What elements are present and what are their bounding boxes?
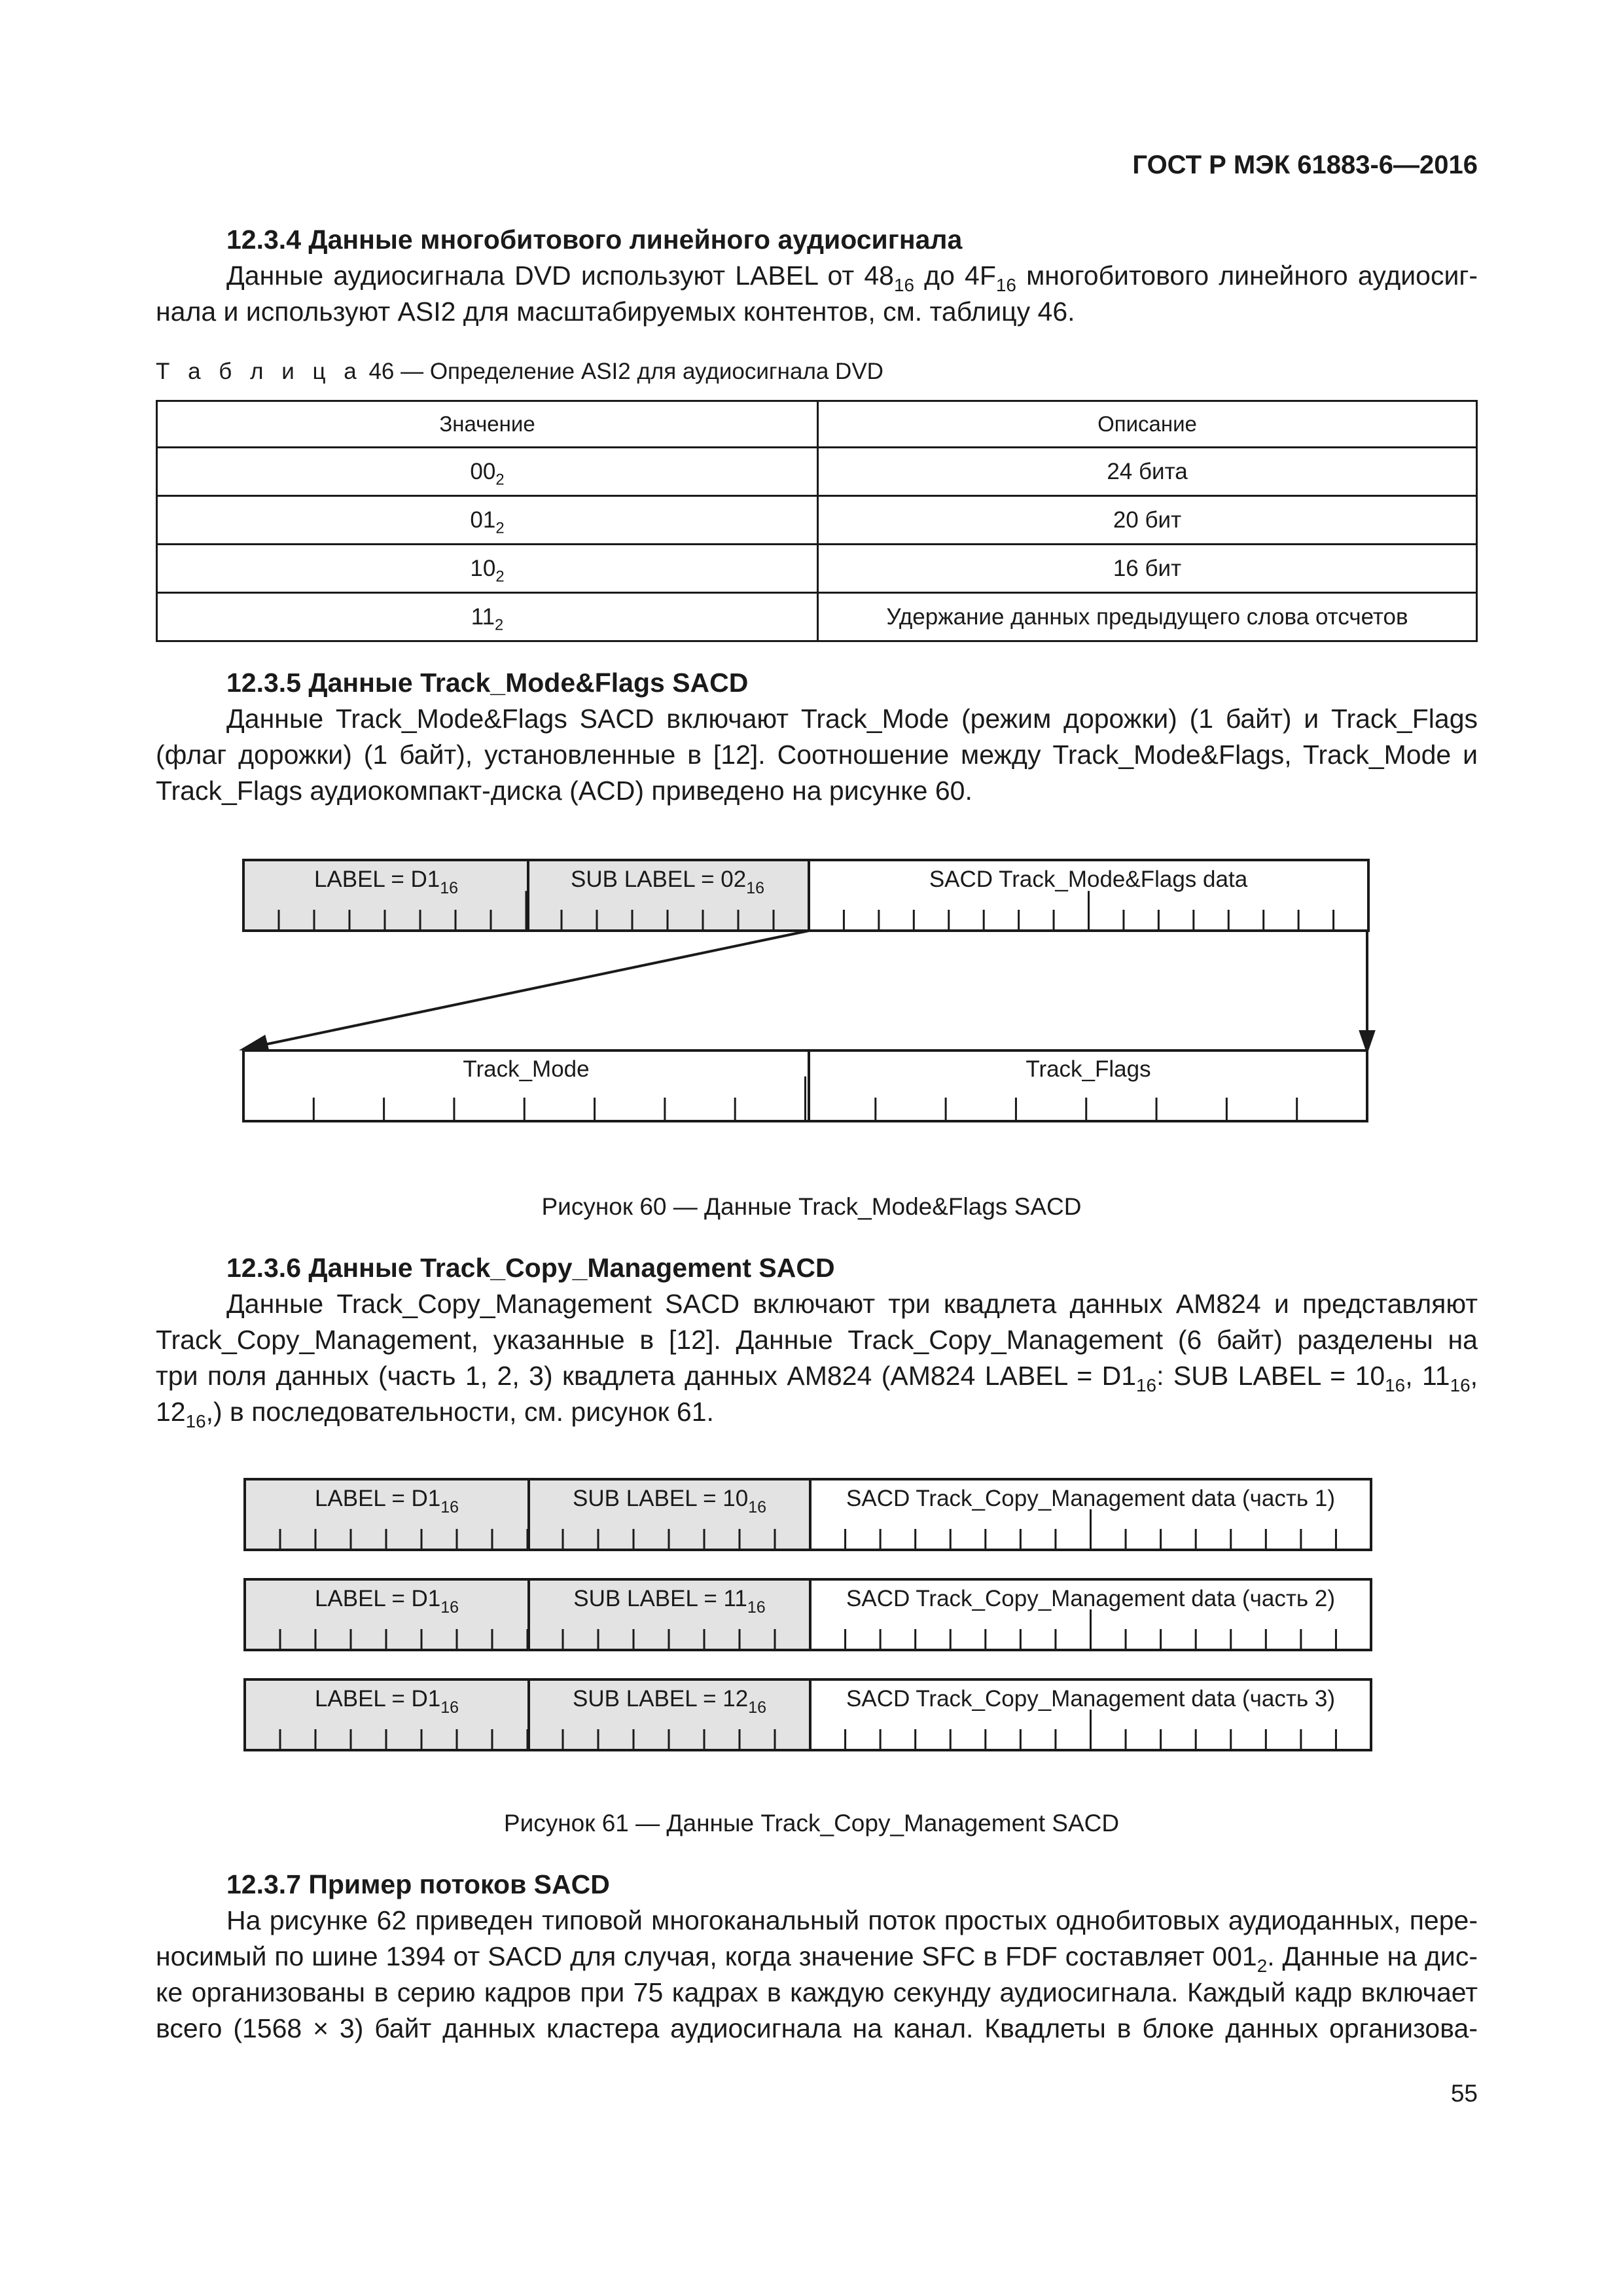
section-heading-12-3-4: 12.3.4 Данные многобитового линейного аудиосигнала bbox=[226, 224, 963, 255]
figure-60-caption: Рисунок 60 — Данные Track_Mode&Flags SACD bbox=[541, 1193, 1082, 1220]
figure-61-caption: Рисунок 61 — Данные Track_Copy_Management SACD bbox=[503, 1810, 1120, 1837]
paragraph-line: Данные аудиосигнала DVD используют LABEL от $48_{16}$ до $4F_{16}$ многобитового линейного аудиосиг- bbox=[226, 260, 1478, 295]
quadlet-row bbox=[245, 1579, 1371, 1650]
table-caption: Т а б л и ц а 46 — Определение ASI2 для аудиосигнала DVD bbox=[156, 359, 883, 384]
label-field-text: LABEL = $D1_{16}$ bbox=[314, 1486, 459, 1516]
section-heading-12-3-5: 12.3.5 Данные Track_Mode&Flags SACD bbox=[226, 668, 749, 698]
sublabel-field-text: SUB LABEL = $10_{16}$ bbox=[573, 1486, 766, 1516]
paragraph-line: ке организованы в серию кадров при 75 кадрах в каждую секунду аудиосигнала. Каждый кадр включает bbox=[156, 1977, 1478, 2007]
paragraph-line: нала и используют ASI2 для масштабируемых контентов, см. таблицу 46. bbox=[156, 296, 1075, 327]
paragraph-12-3-6 bbox=[156, 1286, 1478, 1430]
data-field-text: SACD Track_Mode&Flags data bbox=[929, 867, 1248, 892]
document-standard-header: ГОСТ Р МЭК 61883-6—2016 bbox=[1132, 151, 1478, 179]
cell-value: $10_2$ bbox=[157, 545, 818, 593]
quadlet-row bbox=[245, 1479, 1371, 1550]
track-mode-text: Track_Mode bbox=[463, 1056, 590, 1082]
data-field-text: SACD Track_Copy_Management data (часть 3) bbox=[846, 1686, 1335, 1712]
page-number: 55 bbox=[1450, 2080, 1478, 2107]
data-field-text: SACD Track_Copy_Management data (часть 2) bbox=[846, 1586, 1335, 1611]
sublabel-field-text: SUB LABEL = $02_{16}$ bbox=[571, 867, 764, 897]
paragraph-line: три поля данных (часть 1, 2, 3) квадлета данных AM824 (AM824 LABEL = $D1_{16}$: SUB LABEL = $10_{16}$, $11_{16}$, bbox=[156, 1361, 1478, 1395]
cell-description: 16 бит bbox=[818, 545, 1477, 593]
label-field-text: LABEL = $D1_{16}$ bbox=[314, 1686, 459, 1717]
quadlet-row bbox=[245, 1679, 1371, 1750]
sublabel-field-text: SUB LABEL = $12_{16}$ bbox=[573, 1686, 766, 1717]
cell-value: $00_2$ bbox=[157, 448, 818, 496]
arrowhead-icon bbox=[1361, 1031, 1374, 1050]
cell-description: 24 бита bbox=[818, 448, 1477, 496]
sublabel-field-text: SUB LABEL = $11_{16}$ bbox=[573, 1586, 766, 1617]
arrow-to-track-mode bbox=[259, 931, 809, 1046]
paragraph-line: носимый по шине 1394 от SACD для случая, когда значение SFC в FDF составляет $001_2$. Данные на дис- bbox=[156, 1941, 1478, 1976]
paragraph-line: $12_{16}$,) в последовательности, см. рисунок 61. bbox=[156, 1397, 714, 1431]
cell-value: $11_2$ bbox=[157, 593, 818, 641]
column-header-description: Описание bbox=[818, 401, 1477, 448]
paragraph-line: Track_Flags аудиокомпакт-диска (ACD) приведено на рисунке 60. bbox=[156, 776, 972, 806]
arrowhead-icon bbox=[243, 1037, 268, 1050]
section-heading-12-3-7: 12.3.7 Пример потоков SACD bbox=[226, 1869, 610, 1899]
figure-61-diagram bbox=[0, 1453, 1623, 1780]
section-heading-12-3-6: 12.3.6 Данные Track_Copy_Management SACD bbox=[226, 1253, 835, 1283]
data-field-text: SACD Track_Copy_Management data (часть 1) bbox=[846, 1486, 1335, 1511]
label-field-text: LABEL = $D1_{16}$ bbox=[314, 1586, 459, 1617]
cell-description: Удержание данных предыдущего слова отсчетов bbox=[818, 593, 1477, 641]
paragraph-line: Данные Track_Copy_Management SACD включают три квадлета данных AM824 и представляют bbox=[226, 1289, 1478, 1319]
cell-description: 20 бит bbox=[818, 496, 1477, 545]
paragraph-line: всего (1568 × 3) байт данных кластера аудиосигнала на канал. Квадлеты в блоке данных организова- bbox=[156, 2013, 1478, 2043]
paragraph-line: Данные Track_Mode&Flags SACD включают Track_Mode (режим дорожки) (1 байт) и Track_Flags bbox=[226, 704, 1478, 734]
paragraph-line: Track_Copy_Management, указанные в [12]. Данные Track_Copy_Management (6 байт) разделены на bbox=[156, 1325, 1478, 1355]
label-field-text: LABEL = $D1_{16}$ bbox=[313, 867, 459, 897]
column-header-value: Значение bbox=[157, 401, 818, 448]
cell-value: $01_2$ bbox=[157, 496, 818, 545]
paragraph-line: (флаг дорожки) (1 байт), установленные в [12]. Соотношение между Track_Mode&Flags, Track_Mode и bbox=[156, 740, 1478, 770]
paragraph-12-3-7 bbox=[156, 1903, 1478, 2047]
paragraph-line: На рисунке 62 приведен типовой многоканальный поток простых однобитовых аудиоданных, пере- bbox=[226, 1905, 1478, 1935]
track-flags-text: Track_Flags bbox=[1026, 1056, 1151, 1082]
